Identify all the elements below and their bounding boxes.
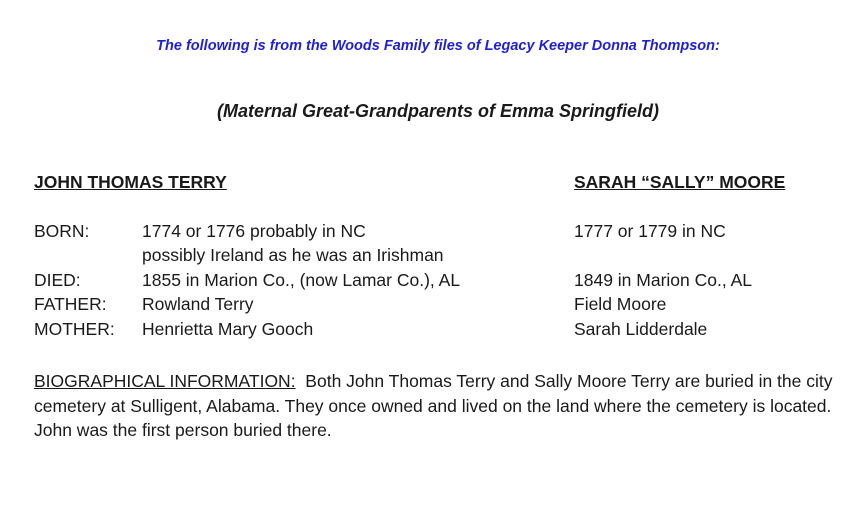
husband-born-note: possibly Ireland as he was an Irishman (142, 245, 444, 265)
husband-born: 1774 or 1776 probably in NC (142, 221, 366, 241)
husband-father: Rowland Terry (142, 294, 254, 314)
husband-died: 1855 in Marion Co., (now Lamar Co.), AL (142, 270, 461, 290)
biographical-paragraph (34, 369, 834, 443)
born-label: BORN: (34, 221, 90, 241)
wife-mother: Sarah Lidderdale (574, 319, 708, 339)
father-label: FATHER: (34, 294, 107, 314)
died-label: DIED: (34, 270, 81, 290)
wife-born: 1777 or 1779 in NC (574, 221, 726, 241)
husband-mother: Henrietta Mary Gooch (142, 319, 314, 339)
husband-name-heading: JOHN THOMAS TERRY (34, 172, 227, 192)
biographical-label: BIOGRAPHICAL INFORMATION: (34, 371, 296, 391)
mother-label: MOTHER: (34, 319, 115, 339)
wife-died: 1849 in Marion Co., AL (574, 270, 753, 290)
source-intro: The following is from the Woods Family files of Legacy Keeper Donna Thompson: (156, 38, 720, 54)
wife-father: Field Moore (574, 294, 667, 314)
biographical-text: Both John Thomas Terry and Sally Moore Terry are buried in the city cemetery at Sulligent, Alabama. They once owned and lived on the land where the cemetery is located. John was the first person buried there. (34, 371, 833, 440)
wife-name-heading: SARAH “SALLY” MOORE (574, 172, 786, 192)
document-subtitle: (Maternal Great-Grandparents of Emma Springfield) (216, 101, 660, 121)
